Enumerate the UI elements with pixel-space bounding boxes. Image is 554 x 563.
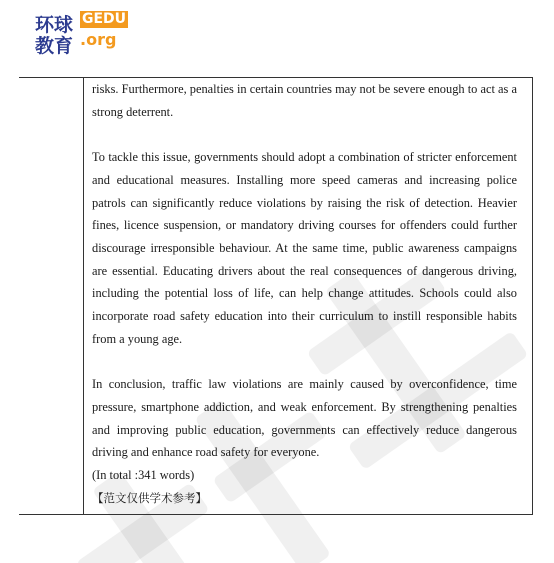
table-column-divider (83, 78, 84, 514)
logo-brand-badge: GEDU (82, 11, 127, 27)
logo-chinese-line1: 环球 (35, 14, 74, 36)
reference-note: 【范文仅供学术参考】 (92, 490, 207, 505)
paragraph-solutions: To tackle this issue, governments should adopt a combination of stricter enforcement and educational measures. Installing more speed cameras and increasing police patrols can significantly reduce violations by raising the risk of detection. Heavier fines, licence suspension, or mandatory driving courses for offenders could further discourage irresponsible behaviour. At the same time, public awareness campaigns are essential. Educating drivers about the real consequences of dangerous driving, including the potential loss of life, can help change attitudes. Schools could also incorporate road safety education into their curriculum to instill responsible habits from a young age. (92, 150, 517, 346)
paragraph-conclusion: In conclusion, traffic law violations are mainly caused by overconfidence, time pressure, smartphone addiction, and weak enforcement. By strengthening penalties and improving public education, governments can effectively reduce dangerous driving and enhance road safety for everyone. (92, 377, 517, 460)
logo-domain: .org (80, 30, 117, 49)
essay-content (92, 78, 517, 509)
word-count: (In total :341 words) (92, 467, 195, 482)
table-label-cell (19, 78, 83, 514)
logo-chinese-line2: 教育 (35, 35, 74, 57)
gedu-logo (35, 8, 127, 57)
paragraph-continuation: risks. Furthermore, penalties in certain countries may not be severe enough to act as a strong deterrent. (92, 82, 517, 119)
